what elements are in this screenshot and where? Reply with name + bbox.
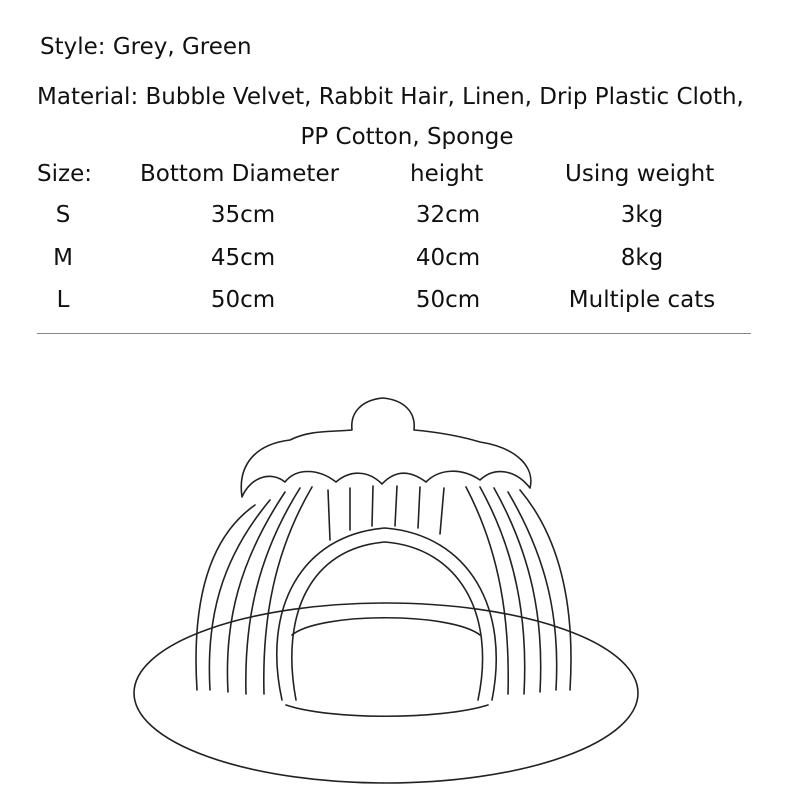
dome-outline — [196, 490, 571, 690]
table-cell: L — [56, 287, 70, 313]
table-cell: Multiple cats — [568, 287, 716, 313]
inner-stripes — [328, 486, 444, 540]
inner-base — [286, 705, 488, 716]
dome-stripe — [466, 487, 508, 694]
table-cell: S — [55, 202, 71, 228]
height-header: height — [410, 161, 484, 187]
inner-cushion — [292, 618, 480, 635]
entrance-arch — [277, 528, 496, 700]
table-cell: 32cm — [415, 202, 481, 228]
weight-header: Using weight — [565, 161, 715, 187]
material-line-2: PP Cotton, Sponge — [300, 124, 514, 150]
table-cell: 40cm — [415, 245, 481, 271]
table-cell: 50cm — [210, 287, 276, 313]
dome-stripe — [264, 487, 312, 694]
dome-stripe — [209, 500, 270, 690]
table-cell: 50cm — [415, 287, 481, 313]
flower-top — [241, 398, 531, 497]
diameter-header: Bottom Diameter — [140, 161, 340, 187]
dome-stripe — [508, 492, 557, 690]
style-line: Style: Grey, Green — [40, 34, 252, 60]
bed-base-ring — [134, 603, 638, 783]
size-header: Size: — [37, 161, 92, 187]
table-cell: 3kg — [620, 202, 664, 228]
dome-stripe — [480, 487, 525, 694]
material-line-1: Material: Bubble Velvet, Rabbit Hair, Linen, Drip Plastic Cloth, — [37, 84, 744, 110]
table-cell: M — [53, 245, 73, 271]
entrance-arch-inner — [292, 542, 483, 700]
table-cell: 35cm — [210, 202, 276, 228]
table-cell: 8kg — [620, 245, 664, 271]
table-cell: 45cm — [210, 245, 276, 271]
